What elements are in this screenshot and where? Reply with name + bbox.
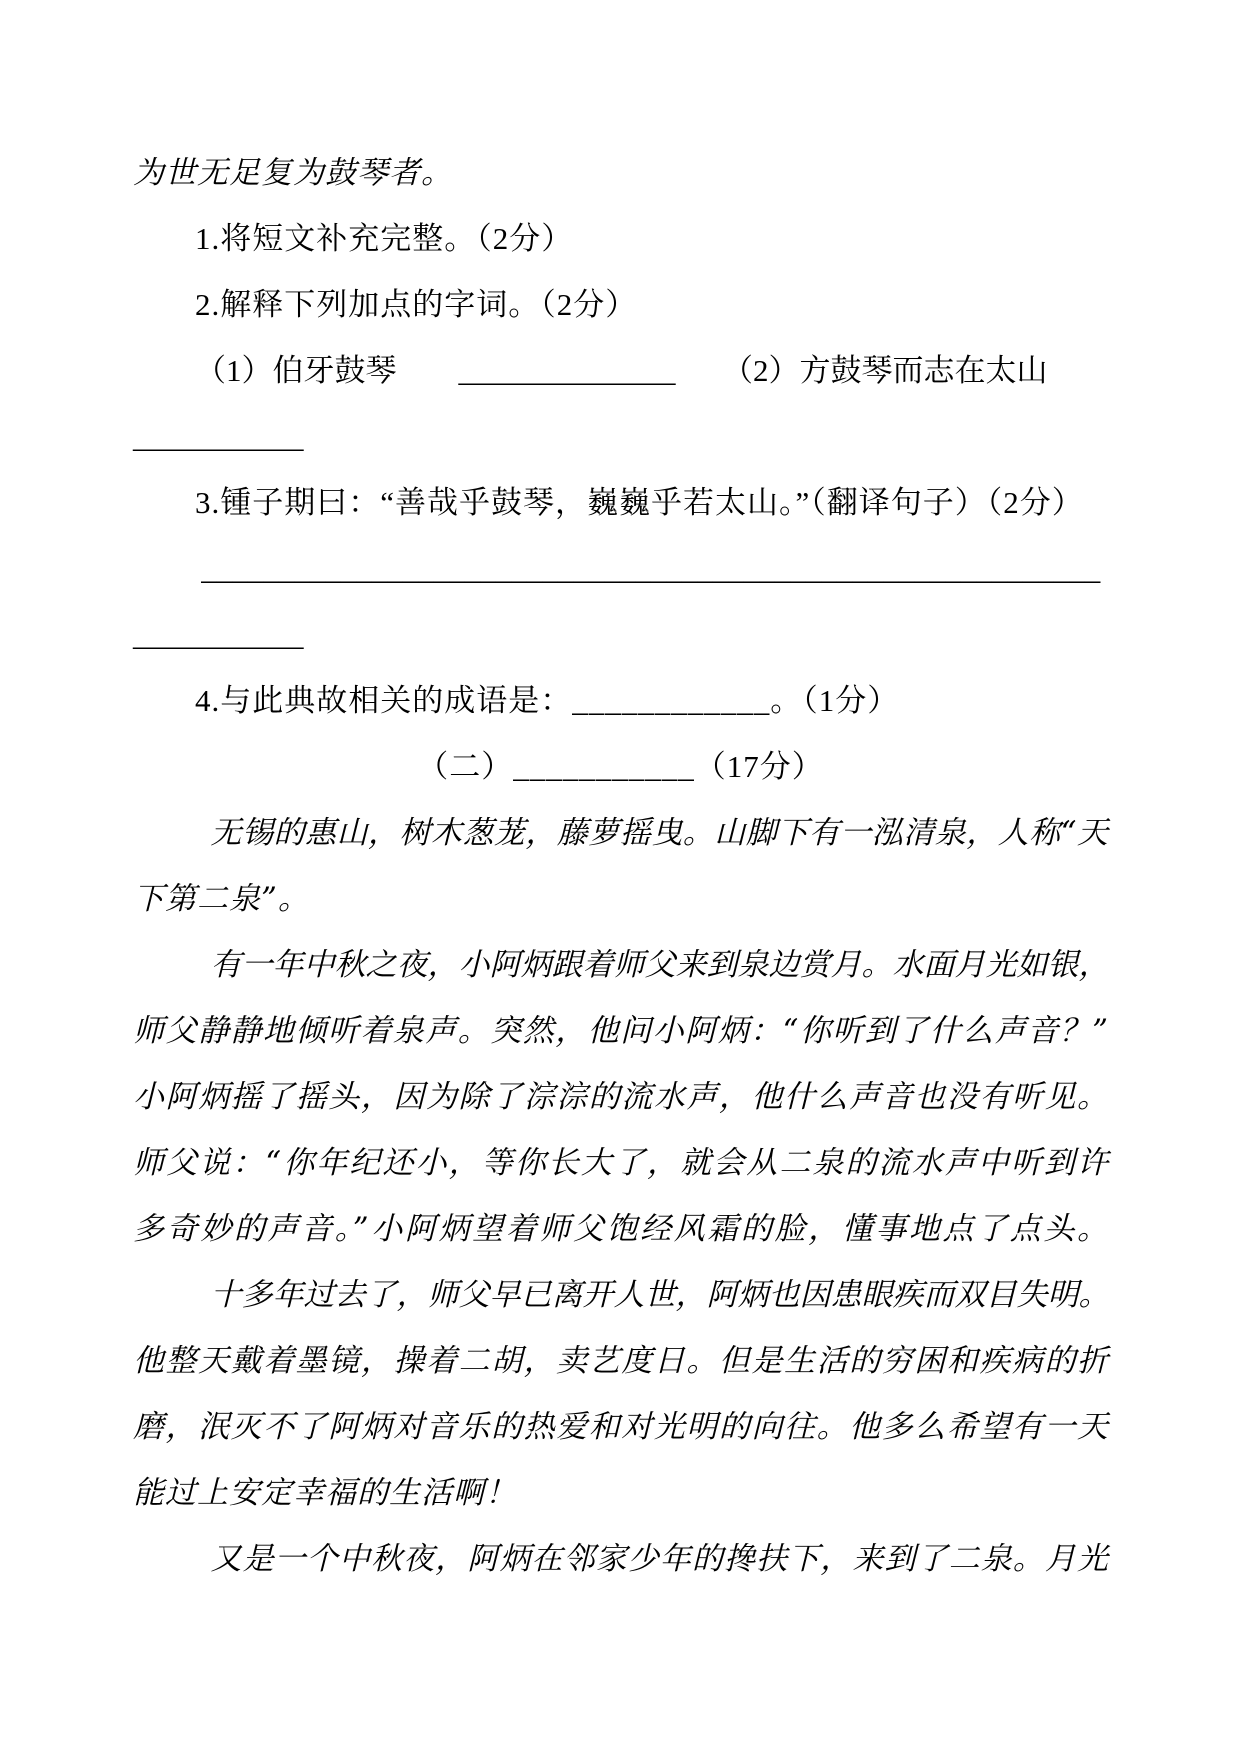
page-content (133, 140, 1108, 1592)
passage-p2-line-4: 师父说：“你年纪还小，等你长大了，就会从二泉的流水声中听到许 (133, 1145, 1108, 1181)
passage-p1-line-2: 下第二泉”。 (133, 881, 310, 917)
passage-p3-line-3: 磨，泯灭不了阿炳对音乐的热爱和对光明的向往。他多么希望有一天 (133, 1409, 1108, 1445)
passage-p3-line-2: 他整天戴着墨镜，操着二胡，卖艺度日。但是生活的穷困和疾病的折 (133, 1343, 1108, 1379)
question-3-answer-blank-long: __________________________________________________________ (201, 551, 1101, 586)
classical-passage-last-line: 为世无足复为鼓琴者。 (133, 155, 453, 191)
question-3-answer-blank-short: ___________ (133, 617, 304, 652)
passage-p1-line-1: 无锡的惠山，树木葱茏，藤萝摇曳。山脚下有一泓清泉，人称“天 (210, 815, 1108, 851)
passage-p2-line-5: 多奇妙的声音。”小阿炳望着师父饱经风霜的脸，懂事地点了点头。 (133, 1211, 1108, 1247)
question-3: 3.锺子期曰：“善哉乎鼓琴，巍巍乎若太山。”（翻译句子）（2分） (195, 485, 1084, 520)
passage-p2-line-3: 小阿炳摇了摇头，因为除了淙淙的流水声，他什么声音也没有听见。 (133, 1079, 1108, 1115)
question-2-sub-items: （1）伯牙鼓琴 ______________ （2）方鼓琴而志在太山 (195, 353, 1048, 388)
question-2: 2.解释下列加点的字词。（2分） (195, 287, 638, 322)
passage-p3-line-1: 十多年过去了，师父早已离开人世，阿炳也因患眼疾而双目失明。 (210, 1277, 1110, 1313)
question-1: 1.将短文补充完整。（2分） (195, 221, 574, 256)
section-2-header: （二）___________（17分） (417, 749, 824, 784)
passage-p3-line-4: 能过上安定幸福的生活啊！ (133, 1475, 517, 1511)
question-4: 4.与此典故相关的成语是：____________。（1分） (195, 683, 900, 718)
question-2-item-2-blank: ___________ (133, 419, 304, 454)
passage-p4-line-1: 又是一个中秋夜，阿炳在邻家少年的搀扶下，来到了二泉。月光 (210, 1541, 1108, 1577)
passage-p2-line-2: 师父静静地倾听着泉声。突然，他问小阿炳：“你听到了什么声音？” (133, 1013, 1108, 1049)
passage-p2-line-1: 有一年中秋之夜，小阿炳跟着师父来到泉边赏月。水面月光如银， (210, 947, 1110, 983)
